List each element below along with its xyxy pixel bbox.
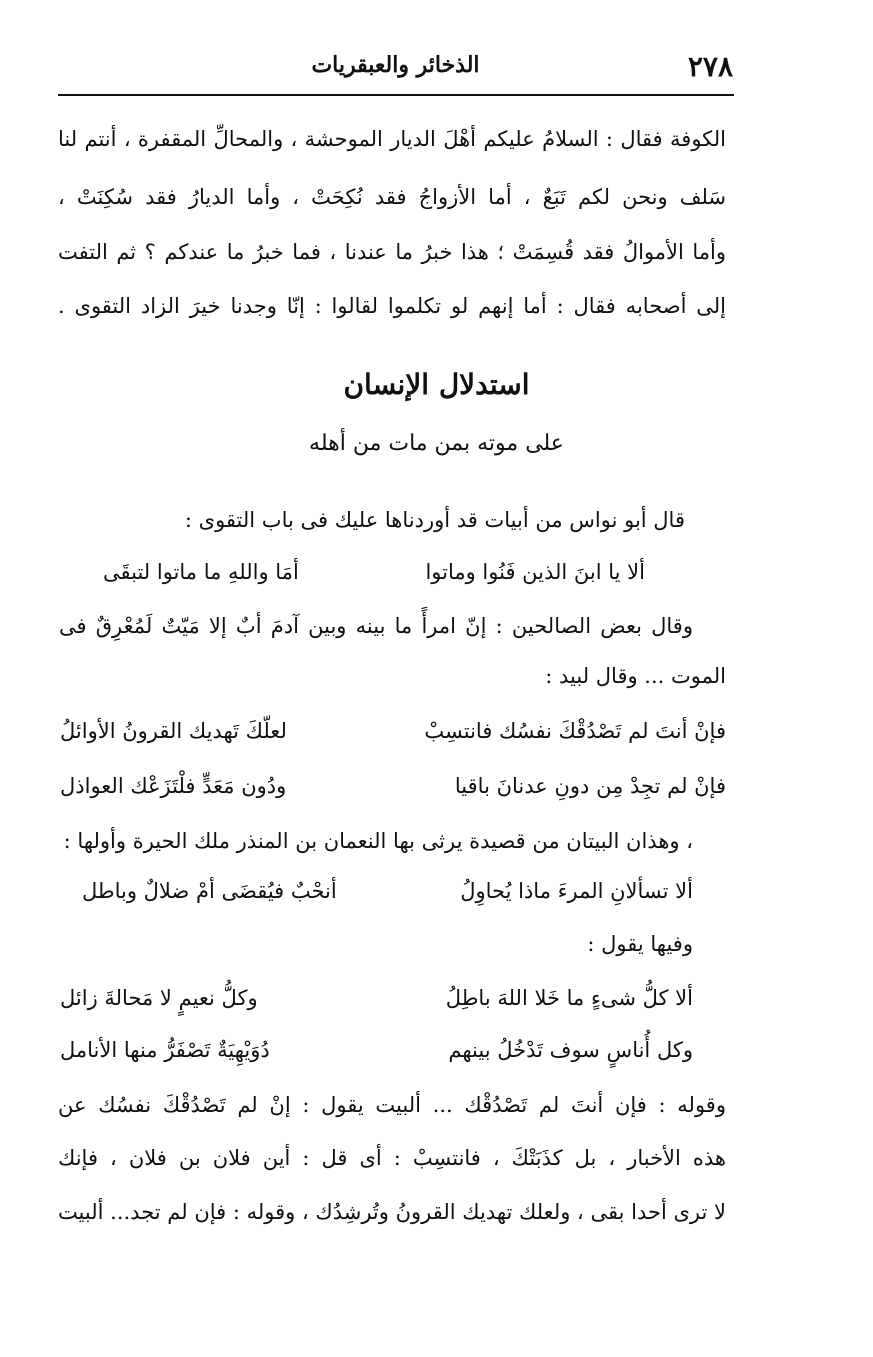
page-number: ٢٧٨ xyxy=(687,50,733,83)
verse-hemistich: ألا يا ابنَ الذين فَنُوا وماتوا xyxy=(425,560,645,584)
text-line: هذه الأخبار ، بل كذَبَتْكَ ، فانتسِبْ : أى قل : أين فلان بن فلان ، فإنك xyxy=(58,1146,726,1170)
text-line: الموت ... وقال لبيد : xyxy=(545,664,726,688)
text-line: وقال بعض الصالحين : إنّ امرأً ما بينه وبين آدمَ أبٌ إلا مَيّتٌ لَمُعْرِقٌ فى xyxy=(59,614,693,638)
verse-hemistich: ودُون مَعَدٍّ فلْتَزَعْك العواذل xyxy=(60,774,287,798)
text-line: وأما الأموالُ فقد قُسِمَتْ ؛ هذا خبرُ ما عندنا ، فما خبرُ ما عندكم ؟ ثم التفت xyxy=(58,240,726,264)
running-title: الذخائر والعبقريات xyxy=(311,52,480,78)
text-line: سَلف ونحن لكم تَبَعٌ ، أما الأزواجُ فقد نُكِحَتْ ، وأما الديارُ فقد سُكِنَتْ ، xyxy=(58,185,726,209)
text-line: ، وهذان البيتان من قصيدة يرثى بها النعمان بن المنذر ملك الحيرة وأولها : xyxy=(63,829,693,853)
verse-hemistich: فإنْ لم تجِدْ مِن دونِ عدنانَ باقيا xyxy=(454,774,726,798)
verse-hemistich: ألا كلُّ شىءٍ ما خَلا اللهَ باطِلُ xyxy=(445,986,693,1010)
text-line: الكوفة فقال : السلامُ عليكم أهْلَ الديار الموحشة ، والمحالِّ المقفرة ، أنتم لنا xyxy=(58,127,726,151)
verse-hemistich: وكل أُناسٍ سوف تَدْخُلُ بينهم xyxy=(448,1038,693,1062)
verse-hemistich: أمَا واللهِ ما ماتوا لتبقَى xyxy=(103,560,299,584)
verse-hemistich: وكلُّ نعيمٍ لا مَحالةَ زائل xyxy=(60,986,258,1010)
header-rule xyxy=(58,94,734,96)
text-line: قال أبو نواس من أبيات قد أوردناها عليك فى باب التقوى : xyxy=(184,508,685,532)
text-line: إلى أصحابه فقال : أما إنهم لو تكلموا لقالوا : إنّا وجدنا خيرَ الزاد التقوى . xyxy=(58,294,726,318)
verse-hemistich: ألا تسألانِ المرءَ ماذا يُحاوِلُ xyxy=(460,879,693,903)
section-title: استدلال الإنسان xyxy=(343,368,530,401)
verse-hemistich: لعلّكَ تَهديك القرونُ الأوائلُ xyxy=(60,719,287,743)
text-line: وفيها يقول : xyxy=(587,932,693,956)
text-line: لا ترى أحدا بقى ، ولعلك تهديك القرونُ وتُرشِدُك ، وقوله : فإن لم تجد... ألبيت xyxy=(57,1200,726,1224)
section-subtitle: على موته بمن مات من أهله xyxy=(309,431,564,456)
text-line: وقوله : فإن أنتَ لم تَصْدُقْك ... ألبيت يقول : إنْ لم تَصْدُقْكَ نفسُك عن xyxy=(58,1093,726,1117)
verse-hemistich: فإنْ أنتَ لم تَصْدُقْكَ نفسُك فانتسِبْ xyxy=(424,719,726,743)
verse-hemistich: أنحْبٌ فيُقضَى أمْ ضلالٌ وباطل xyxy=(82,879,337,903)
verse-hemistich: دُوَيْهِيَةٌ تَصْفَرُّ منها الأنامل xyxy=(60,1038,270,1062)
page-header xyxy=(58,44,733,88)
